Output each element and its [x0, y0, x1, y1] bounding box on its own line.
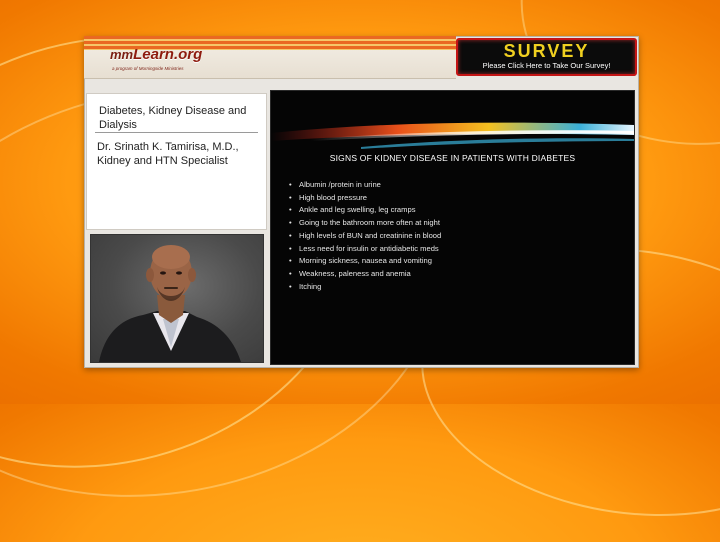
list-item: • High blood pressure: [289, 192, 441, 205]
survey-subtitle: Please Click Here to Take Our Survey!: [482, 61, 611, 70]
site-logo[interactable]: [110, 46, 202, 63]
presentation-slide: [270, 90, 635, 365]
list-item: • Ankle and leg swelling, leg cramps: [289, 204, 441, 217]
lecture-title: Diabetes, Kidney Disease and Dialysis: [99, 105, 247, 131]
list-item: • Weakness, paleness and anemia: [289, 268, 441, 281]
slide-title: SIGNS OF KIDNEY DISEASE IN PATIENTS WITH DIABETES: [329, 153, 576, 163]
divider: [95, 132, 258, 133]
list-item: • Less need for insulin or antidiabetic meds: [289, 243, 441, 256]
list-item: • Itching: [289, 281, 441, 294]
survey-title: SURVEY: [503, 41, 590, 61]
survey-button[interactable]: [456, 38, 637, 76]
list-item: • Albumin /protein in urine: [289, 179, 441, 192]
list-item: • Going to the bathroom more often at night: [289, 217, 441, 230]
logo-prefix: mm: [110, 47, 134, 62]
speaker-figure: [91, 235, 263, 362]
list-item: • Morning sickness, nausea and vomiting: [289, 255, 441, 268]
lecture-info-panel: [86, 93, 267, 230]
list-item: • High levels of BUN and creatinine in blood: [289, 230, 441, 243]
slide-bullet-list: [289, 179, 441, 293]
logo-main: Learn.org: [133, 46, 203, 63]
logo-tagline: a program of Morningside Ministries: [112, 66, 184, 71]
speaker-name: Dr. Srinath K. Tamirisa, M.D., Kidney and HTN Specialist: [97, 141, 239, 167]
speaker-video[interactable]: [90, 234, 264, 363]
